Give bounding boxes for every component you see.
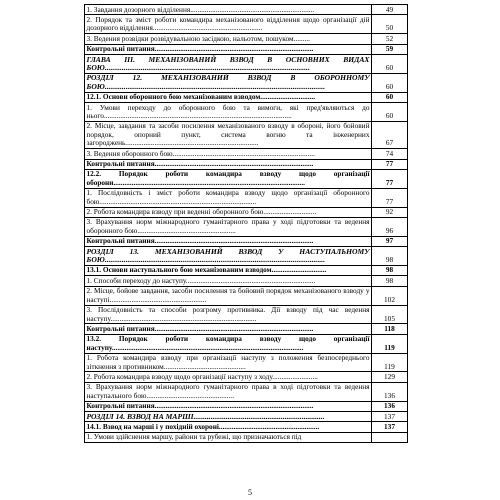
toc-entry-title: Контрольні питання.......................................................................................: [85, 401, 372, 411]
toc-row: [85, 149, 408, 159]
toc-row: [85, 422, 408, 432]
toc-entry-title: 1. Послідовність і зміст роботи командира взводу щодо організації оборонного бою......................................................................................: [86, 188, 370, 206]
toc-entry-page: [372, 432, 408, 442]
toc-entry-page: 49: [372, 5, 408, 15]
toc-entry-page: 98: [372, 247, 408, 266]
toc-row: [85, 276, 408, 286]
toc-entry-title: 2. Робота командира взводу щодо організації наступу з ходу.........................: [85, 372, 372, 382]
toc-row: [85, 207, 408, 217]
toc-entry-title: Контрольні питання.......................................................................................: [85, 44, 372, 54]
toc-row: [85, 55, 408, 74]
toc-row: [85, 432, 408, 442]
toc-entry-page: 118: [372, 324, 408, 334]
toc-entry-page: 50: [372, 15, 408, 34]
table-of-contents: [84, 4, 408, 443]
toc-entry-title: 13.2. Порядок роботи командира взводу щодо організації наступу.........................................................................................................: [86, 334, 370, 352]
toc-row: [85, 353, 408, 372]
toc-entry-title: 3. Врахування норм міжнародного гуманітарного права у ході підготовки та ведення оборонного бою......................................................: [86, 217, 370, 235]
toc-entry-page: 136: [372, 382, 408, 401]
toc-entry-page: 77: [372, 188, 408, 207]
toc-row: [85, 324, 408, 334]
toc-entry-page: 60: [372, 103, 408, 122]
toc-row: [85, 217, 408, 236]
toc-entry-title: 1. Умови переходу до оборонного бою та вимоги, які пред'являються до нього.......................................................................................................: [86, 102, 370, 120]
toc-entry-title: РОЗДІЛ 14. ВЗВОД НА МАРШІ.....................................................................: [85, 412, 372, 422]
toc-entry-page: 74: [372, 149, 408, 159]
toc-entry-title: 1. Робота командира взводу при організації наступу з положення безпосереднього зіткнення з противником.............................................: [86, 353, 370, 371]
toc-row: [85, 5, 408, 15]
toc-entry-title: 3. Послідовність та способи розгрому противника. Дії взводу під час ведення наступу................................................................................: [86, 305, 370, 323]
toc-entry-title: 1. Завдання дозорного відділення....................................................................: [85, 5, 372, 15]
toc-row: [85, 265, 408, 275]
toc-entry-title: Контрольні питання.......................................................................................: [85, 236, 372, 246]
toc-entry-title: 14.1. Взвод на марші і у похідній охороні.......................................................: [85, 422, 372, 432]
toc-row: [85, 34, 408, 44]
toc-row: [85, 103, 408, 122]
toc-entry-page: 59: [372, 44, 408, 54]
toc-row: [85, 305, 408, 324]
toc-entry-page: 98: [372, 276, 408, 286]
toc-entry-page: 137: [372, 422, 408, 432]
toc-row: [85, 382, 408, 401]
toc-entry-page: 119: [372, 334, 408, 353]
toc-entry-title: РОЗДІЛ 12. МЕХАНІЗОВАНИЙ ВЗВОД В ОБОРОННОМУ БОЮ....................................................................................................................: [86, 73, 370, 91]
toc-entry-page: 96: [372, 217, 408, 236]
toc-entry-title: 12.1. Основи оборонного бою механізованим взводом..............................: [85, 92, 372, 102]
toc-entry-page: 60: [372, 73, 408, 92]
toc-row: [85, 159, 408, 169]
toc-entry-title: 2. Місце, бойове завдання, засоби посилення та бойовий порядок механізованого взводу у наступі.....................................................: [86, 286, 370, 304]
toc-entry-title: 2. Місце, завдання та засоби посилення механізованого взводу в обороні, його бойовий порядок, опорний пункт, система вогню та інженерних загороджень.........................................................................: [86, 121, 370, 148]
toc-row: [85, 92, 408, 102]
toc-row: [85, 236, 408, 246]
toc-entry-title: 3. Врахування норм міжнародного гуманітарного права в ході підготовки та ведення наступального бою................................................: [86, 382, 370, 400]
toc-entry-page: 129: [372, 372, 408, 382]
toc-entry-title: ГЛАВА ІІІ. МЕХАНІЗОВАНИЙ ВЗВОД В ОСНОВНИХ ВИДАХ БОЮ............................................................................................................: [86, 54, 370, 72]
toc-entry-page: 102: [372, 286, 408, 305]
toc-entry-title: 13.1. Основи наступального бою механізованим взводом..............................: [85, 265, 372, 275]
toc-entry-page: 105: [372, 305, 408, 324]
page-number: 5: [248, 488, 252, 497]
toc-entry-page: 60: [372, 92, 408, 102]
toc-entry-title: Контрольні питання.......................................................................................: [85, 159, 372, 169]
toc-row: [85, 247, 408, 266]
toc-row: [85, 188, 408, 207]
toc-entry-title: 1. Умови здійснення маршу, райони та рубежі, що призначаються під: [85, 432, 372, 442]
toc-row: [85, 401, 408, 411]
toc-body: [85, 5, 408, 443]
toc-row: [85, 73, 408, 92]
toc-entry-page: 97: [372, 236, 408, 246]
toc-entry-title: 3. Ведення розвідки розвідувальною засідкою, нальотом, пошуком.........: [85, 34, 372, 44]
toc-entry-page: 77: [372, 169, 408, 188]
toc-entry-page: 92: [372, 207, 408, 217]
toc-entry-title: 1. Способи переходу до наступу.......................................................................: [85, 276, 372, 286]
toc-entry-page: 136: [372, 401, 408, 411]
toc-row: [85, 169, 408, 188]
toc-row: [85, 372, 408, 382]
toc-entry-page: 60: [372, 55, 408, 74]
toc-entry-page: 119: [372, 353, 408, 372]
toc-entry-title: 3. Ведення оборонного бою..............................................................................: [85, 149, 372, 159]
toc-row: [85, 412, 408, 422]
toc-row: [85, 44, 408, 54]
toc-entry-page: 52: [372, 34, 408, 44]
toc-entry-page: 98: [372, 265, 408, 275]
toc-entry-page: 137: [372, 412, 408, 422]
toc-entry-title: 12.2. Порядок роботи командира взводу щодо організації оборони.........................................................................................................: [86, 169, 370, 187]
toc-entry-title: 2. Робота командира взводу при веденні оборонного бою.............................: [85, 207, 372, 217]
toc-entry-page: 77: [372, 159, 408, 169]
toc-row: [85, 286, 408, 305]
toc-entry-title: 2. Порядок та зміст роботи командира механізованого відділення щодо організації дій дозорного відділення............................................................: [86, 14, 370, 33]
toc-entry-title: Контрольні питання.......................................................................................: [85, 324, 372, 334]
toc-row: [85, 121, 408, 148]
toc-row: [85, 15, 408, 34]
toc-row: [85, 334, 408, 353]
toc-entry-page: 67: [372, 121, 408, 148]
toc-entry-title: РОЗДІЛ 13. МЕХАНІЗОВАНИЙ ВЗВОД У НАСТУПАЛЬНОМУ БОЮ....................................................................................................................: [86, 246, 370, 265]
